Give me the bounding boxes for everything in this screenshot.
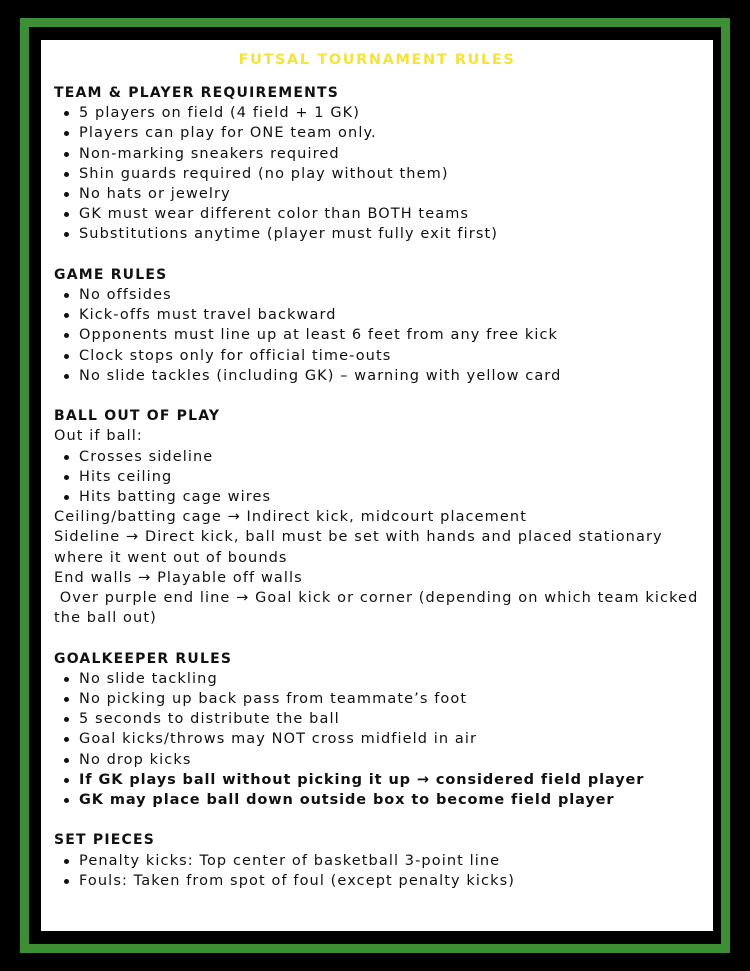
rules-document <box>41 40 713 931</box>
section-set-pieces <box>54 830 713 891</box>
list-item: Goal kicks/throws may NOT cross midfield in air <box>54 729 713 749</box>
rule-list <box>54 851 713 891</box>
section-ball-out-of-play <box>54 406 713 628</box>
rule-list <box>54 103 713 244</box>
section-heading: GAME RULES <box>54 266 168 283</box>
list-item: Opponents must line up at least 6 feet from any free kick <box>54 325 713 345</box>
list-item: No slide tackles (including GK) – warning with yellow card <box>54 366 713 386</box>
rule-line: Ceiling/batting cage → Indirect kick, midcourt placement <box>54 509 527 526</box>
rule-line: End walls → Playable off walls <box>54 569 303 586</box>
list-item: Non-marking sneakers required <box>54 144 713 164</box>
list-item: 5 players on field (4 field + 1 GK) <box>54 103 713 123</box>
list-item: Hits batting cage wires <box>54 487 713 507</box>
rule-line: Over purple end line → Goal kick or corner (depending on which team kicked the ball out) <box>54 590 705 627</box>
list-item: 5 seconds to distribute the ball <box>54 709 713 729</box>
list-item: GK must wear different color than BOTH teams <box>54 204 713 224</box>
rule-list <box>54 669 713 810</box>
intro-text: Out if ball: <box>54 428 143 445</box>
section-heading: GOALKEEPER RULES <box>54 650 233 667</box>
document-title: FUTSAL TOURNAMENT RULES <box>238 52 516 68</box>
list-item: No slide tackling <box>54 669 713 689</box>
list-item-bold: If GK plays ball without picking it up → considered field player <box>54 770 713 790</box>
list-item: No offsides <box>54 285 713 305</box>
list-item: No picking up back pass from teammate’s foot <box>54 689 713 709</box>
list-item: No drop kicks <box>54 750 713 770</box>
section-heading: BALL OUT OF PLAY <box>54 408 221 425</box>
list-item: Players can play for ONE team only. <box>54 123 713 143</box>
list-item: Penalty kicks: Top center of basketball 3-point line <box>54 851 713 871</box>
section-heading: SET PIECES <box>54 832 156 849</box>
rule-list <box>54 447 713 508</box>
list-item: Substitutions anytime (player must fully exit first) <box>54 224 713 244</box>
list-item: Kick-offs must travel backward <box>54 305 713 325</box>
list-item: Hits ceiling <box>54 467 713 487</box>
rule-list <box>54 285 713 386</box>
rule-line: Sideline → Direct kick, ball must be set with hands and placed stationary where it went out of bounds <box>54 529 663 566</box>
list-item: Shin guards required (no play without them) <box>54 164 713 184</box>
section-game-rules <box>54 265 713 386</box>
list-item: Clock stops only for official time-outs <box>54 346 713 366</box>
list-item-bold: GK may place ball down outside box to become field player <box>54 790 713 810</box>
list-item: Crosses sideline <box>54 447 713 467</box>
section-heading: TEAM & PLAYER REQUIREMENTS <box>54 85 340 101</box>
section-team-requirements <box>54 83 713 245</box>
list-item: No hats or jewelry <box>54 184 713 204</box>
list-item: Fouls: Taken from spot of foul (except penalty kicks) <box>54 871 713 891</box>
section-goalkeeper-rules <box>54 649 713 811</box>
